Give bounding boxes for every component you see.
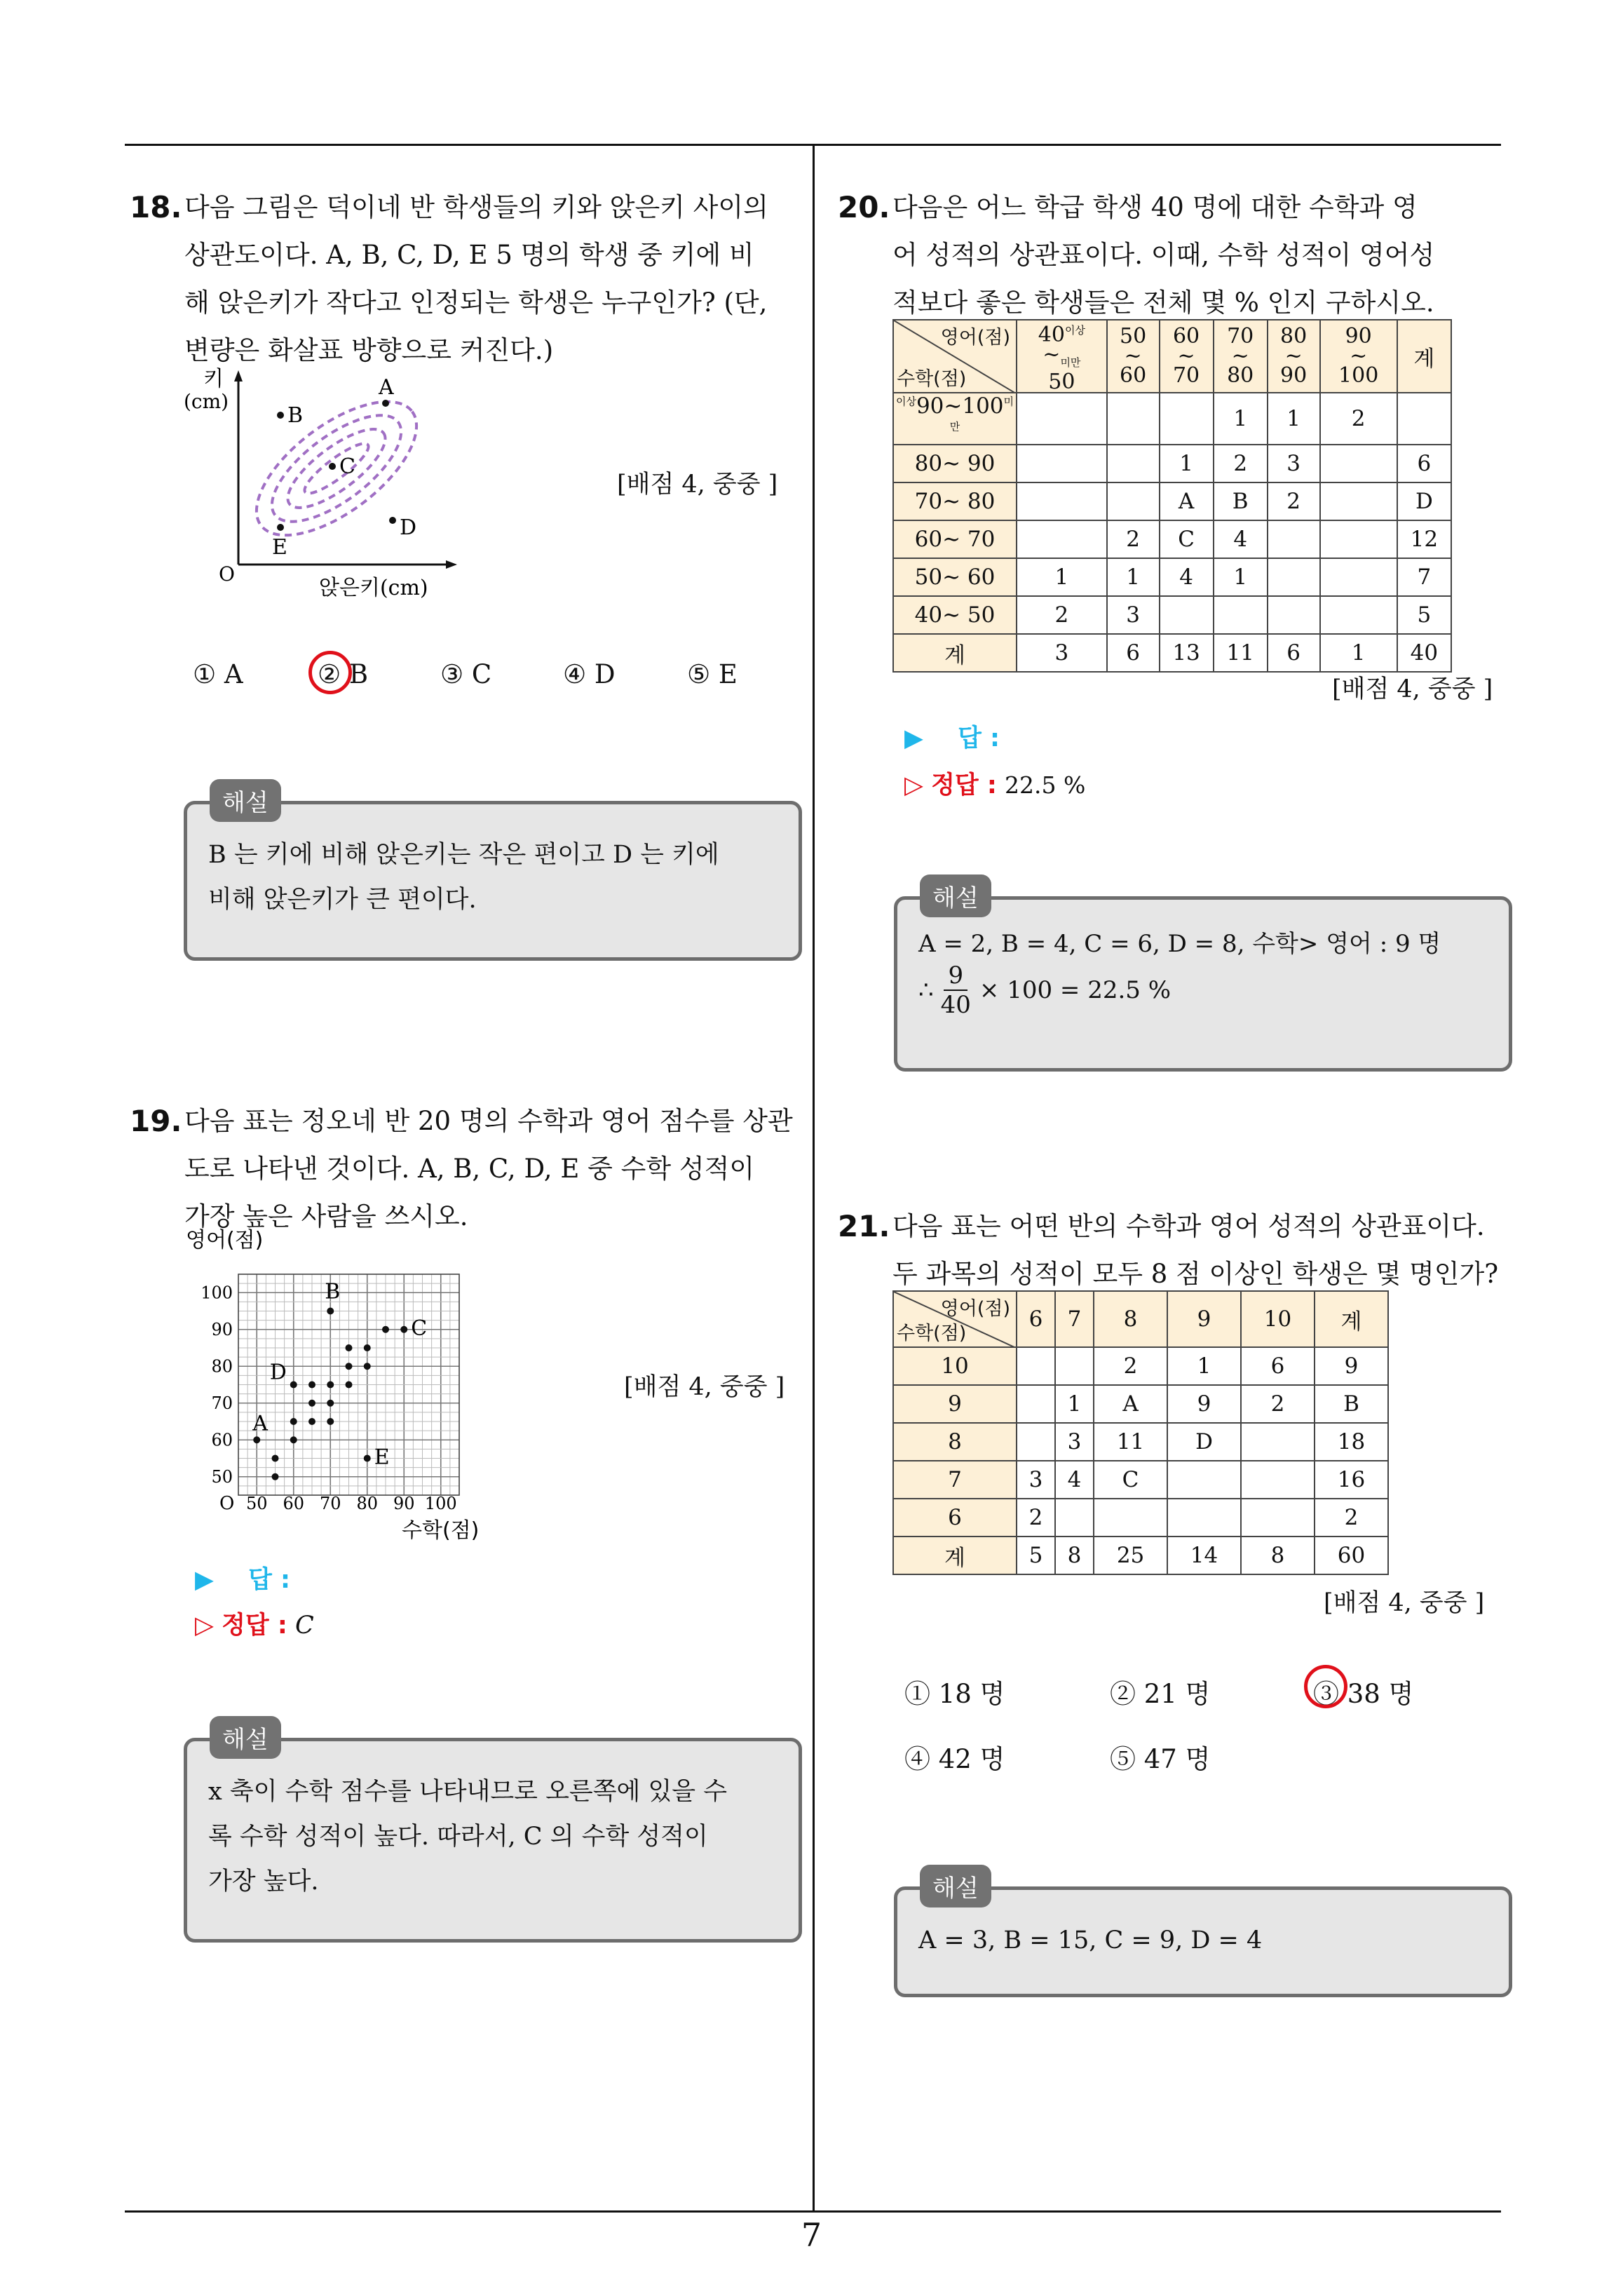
q21-correlation-table xyxy=(892,1290,1389,1575)
choice-5[interactable]: ⑤ 47 명 xyxy=(1110,1744,1211,1774)
table-cell xyxy=(1017,482,1107,520)
table-row xyxy=(893,1385,1388,1423)
q18-score: [배점 4, 중중 ] xyxy=(617,471,778,499)
choice-3[interactable]: ③ 38 명 xyxy=(1313,1679,1414,1709)
svg-text:B: B xyxy=(287,403,304,428)
point-label: C xyxy=(411,1316,428,1341)
table-cell xyxy=(1055,1347,1094,1385)
correct-value: C xyxy=(295,1612,314,1640)
scatter-point xyxy=(290,1418,297,1425)
table-cell: 8 xyxy=(1055,1537,1094,1574)
table-cell: 2 xyxy=(1241,1385,1315,1423)
scatter-point xyxy=(327,1400,334,1407)
table-cell: D xyxy=(1167,1423,1241,1461)
table-corner-cell: 영어(점) 수학(점) xyxy=(893,320,1017,393)
table-cell: 11 xyxy=(1094,1423,1167,1461)
table-cell: 2 xyxy=(1107,520,1160,558)
svg-text:E: E xyxy=(272,535,287,560)
col-head: 7 xyxy=(1055,1291,1094,1347)
answer-label: 답 : xyxy=(248,1566,291,1594)
y-tick-label: 80 xyxy=(211,1356,233,1377)
table-cell: 2 xyxy=(1094,1347,1167,1385)
table-cell: 3 xyxy=(1268,445,1320,482)
table-row xyxy=(893,1537,1388,1574)
table-cell: A xyxy=(1160,482,1214,520)
table-cell xyxy=(1241,1461,1315,1499)
answer-arrow-icon: ▶ xyxy=(904,724,923,752)
table-cell: 9 xyxy=(1167,1385,1241,1423)
answer-label: 답 : xyxy=(958,724,1000,752)
table-cell xyxy=(1017,1385,1055,1423)
question-18 xyxy=(130,184,803,374)
choice-4[interactable]: ④ D xyxy=(563,659,616,689)
table-cell: 16 xyxy=(1315,1461,1388,1499)
answer-arrow-icon: ▶ xyxy=(195,1566,214,1594)
selected-choice-circle xyxy=(308,651,352,694)
scatter-point xyxy=(346,1363,353,1370)
table-cell xyxy=(1017,445,1107,482)
table-cell xyxy=(1268,596,1320,634)
explanation-text: x 축이 수학 점수를 나타내므로 오른쪽에 있을 수 록 수학 성적이 높다. 따라서, C 의 수학 성적이 가장 높다. xyxy=(208,1778,728,1896)
scatter-point xyxy=(308,1418,315,1425)
table-cell: 1 xyxy=(1167,1347,1241,1385)
table-cell xyxy=(1241,1423,1315,1461)
y-tick-label: 60 xyxy=(211,1430,233,1450)
scatter-point xyxy=(327,1308,334,1315)
choice-4[interactable]: ④ 42 명 xyxy=(904,1744,1005,1774)
table-cell: 4 xyxy=(1055,1461,1094,1499)
data-point-e xyxy=(272,524,287,560)
explanation-tag: 해설 xyxy=(920,874,991,917)
col-head-total: 계 xyxy=(1397,320,1451,393)
table-cell xyxy=(1055,1499,1094,1537)
correct-arrow-icon: ▷ xyxy=(904,771,923,799)
x-tick-label: 50 xyxy=(245,1494,268,1513)
table-cell: 2 xyxy=(1315,1499,1388,1537)
math-english-scatter-chart xyxy=(179,1220,508,1550)
explanation-text: B 는 키에 비해 앉은키는 작은 편이고 D 는 키에 비해 앉은키가 큰 편이다. xyxy=(208,841,719,914)
question-number: 20. xyxy=(838,190,890,224)
question-21 xyxy=(838,1203,1511,1298)
table-cell: C xyxy=(1160,520,1214,558)
row-total: 12 xyxy=(1397,520,1451,558)
chart-xlabel: 수학(점) xyxy=(402,1518,480,1543)
table-cell xyxy=(1320,596,1397,634)
x-tick-label: 60 xyxy=(283,1494,305,1513)
table-cell xyxy=(1017,1423,1055,1461)
row-head: 50∼ 60 xyxy=(893,558,1017,596)
row-head: 6 xyxy=(893,1499,1017,1537)
q20-correlation-table xyxy=(892,319,1452,673)
table-cell xyxy=(1167,1499,1241,1537)
table-cell xyxy=(1320,558,1397,596)
table-cell xyxy=(1160,393,1214,445)
scatter-point xyxy=(364,1455,371,1462)
col-head-total: 계 xyxy=(1315,1291,1388,1347)
scatter-point xyxy=(253,1436,260,1443)
col-head: 9 xyxy=(1167,1291,1241,1347)
table-cell: 1 xyxy=(1107,558,1160,596)
point-label: E xyxy=(374,1445,390,1470)
row-total xyxy=(1397,393,1451,445)
question-number: 21. xyxy=(838,1209,890,1243)
table-cell: 60 xyxy=(1315,1537,1388,1574)
explanation-tag: 해설 xyxy=(210,779,281,822)
table-cell: 18 xyxy=(1315,1423,1388,1461)
row-head: 10 xyxy=(893,1347,1017,1385)
table-cell: 1 xyxy=(1055,1385,1094,1423)
table-cell: 3 xyxy=(1017,634,1107,672)
row-head: 9 xyxy=(893,1385,1017,1423)
scatter-point xyxy=(382,1326,389,1333)
question-19 xyxy=(130,1098,803,1241)
point-label: D xyxy=(269,1360,287,1385)
row-head: 7 xyxy=(893,1461,1017,1499)
choice-3[interactable]: ③ C xyxy=(440,659,492,689)
point-label: A xyxy=(252,1411,268,1436)
question-number: 18. xyxy=(130,190,182,224)
q19-correct-answer xyxy=(195,1606,314,1641)
svg-text:A: A xyxy=(379,375,394,400)
scatter-point xyxy=(327,1382,334,1389)
scatter-point xyxy=(364,1363,371,1370)
table-row xyxy=(893,520,1451,558)
table-row xyxy=(893,1347,1388,1385)
correct-label: 정답 : xyxy=(931,771,997,799)
row-total: 7 xyxy=(1397,558,1451,596)
scatter-point xyxy=(308,1382,315,1389)
row-total: 5 xyxy=(1397,596,1451,634)
question-number: 19. xyxy=(130,1104,182,1138)
svg-text:D: D xyxy=(400,515,417,540)
scatter-point xyxy=(364,1344,371,1351)
row-head: 80∼ 90 xyxy=(893,445,1017,482)
bottom-rule xyxy=(125,2210,1501,2213)
x-tick-label: 80 xyxy=(356,1494,379,1513)
table-row xyxy=(893,1461,1388,1499)
col-head: 6 xyxy=(1017,1291,1055,1347)
point-label: B xyxy=(325,1279,341,1304)
explanation-tag: 해설 xyxy=(920,1865,991,1907)
table-row xyxy=(893,482,1451,520)
table-cell: B xyxy=(1315,1385,1388,1423)
row-head: 60∼ 70 xyxy=(893,520,1017,558)
table-cell xyxy=(1107,393,1160,445)
origin-label: O xyxy=(219,562,235,586)
col-head: 90 ~ 100 xyxy=(1320,320,1397,393)
table-cell: 1 xyxy=(1320,634,1397,672)
data-point-c xyxy=(329,454,355,479)
table-cell: 6 xyxy=(1107,634,1160,672)
table-cell: 2 xyxy=(1214,445,1268,482)
q20-score: [배점 4, 중중 ] xyxy=(1332,675,1493,703)
table-cell: 13 xyxy=(1160,634,1214,672)
table-cell: 6 xyxy=(1268,634,1320,672)
table-cell: B xyxy=(1214,482,1268,520)
y-tick-label: 50 xyxy=(211,1466,233,1487)
col-head: 8 xyxy=(1094,1291,1167,1347)
choice-2[interactable]: ② B xyxy=(318,659,369,689)
y-axis-unit: (cm) xyxy=(184,390,229,413)
col-head: 10 xyxy=(1241,1291,1315,1347)
table-cell xyxy=(1160,596,1214,634)
table-cell xyxy=(1268,558,1320,596)
table-cell: 4 xyxy=(1160,558,1214,596)
choice-1[interactable]: ① A xyxy=(193,659,243,689)
table-cell xyxy=(1107,482,1160,520)
table-row xyxy=(893,1423,1388,1461)
q18-explanation-box xyxy=(184,789,802,961)
table-cell: 2 xyxy=(1017,596,1107,634)
row-head: 계 xyxy=(893,1537,1017,1574)
scatter-point xyxy=(272,1455,279,1462)
row-head: 40∼ 50 xyxy=(893,596,1017,634)
x-tick-label: 90 xyxy=(393,1494,415,1513)
table-cell: 2 xyxy=(1320,393,1397,445)
choice-1[interactable]: ① 18 명 xyxy=(904,1679,1005,1709)
q19-answer-line xyxy=(195,1560,290,1595)
q20-explanation-box xyxy=(894,884,1512,1072)
table-cell: 3 xyxy=(1017,1461,1055,1499)
table-cell: 6 xyxy=(1241,1347,1315,1385)
q20-correct-answer xyxy=(904,766,1085,801)
table-cell: 5 xyxy=(1017,1537,1055,1574)
data-point-d xyxy=(389,515,416,540)
table-cell xyxy=(1107,445,1160,482)
col-head: 50 ~ 60 xyxy=(1107,320,1160,393)
table-row xyxy=(893,445,1451,482)
table-cell: A xyxy=(1094,1385,1167,1423)
y-axis-label: 키 xyxy=(203,367,224,391)
table-cell: 25 xyxy=(1094,1537,1167,1574)
table-row xyxy=(893,634,1451,672)
q19-explanation-box xyxy=(184,1726,802,1943)
col-head: 80 ~ 90 xyxy=(1268,320,1320,393)
table-cell: C xyxy=(1094,1461,1167,1499)
q19-score: [배점 4, 중중 ] xyxy=(624,1373,785,1401)
q21-explanation-box xyxy=(894,1875,1512,1997)
table-cell xyxy=(1268,520,1320,558)
height-sitting-height-chart xyxy=(175,365,470,603)
question-text: 다음 그림은 덕이네 반 학생들의 키와 앉은키 사이의 상관도이다. A, B, C, D, E 5 명의 학생 중 키에 비 해 앉은키가 작다고 인정되는 학생은 누구인가? (단, 변량은 화살표 방향으로 커진다.) xyxy=(184,192,768,365)
table-cell xyxy=(1167,1461,1241,1499)
row-head: 70∼ 80 xyxy=(893,482,1017,520)
row-head: $^{이상}90\sim 100^{미만}$ xyxy=(893,393,1017,445)
scatter-point xyxy=(346,1382,353,1389)
scatter-point xyxy=(290,1382,297,1389)
table-cell xyxy=(1017,520,1107,558)
explanation-text: A = 3, B = 15, C = 9, D = 4 xyxy=(918,1926,1263,1954)
scatter-point xyxy=(308,1400,315,1407)
svg-text:C: C xyxy=(339,454,355,479)
explanation-text: A = 2, B = 4, C = 6, D = 8, 수학> 영어 : 9 명 ∴ $\frac{9}{40}$ × 100 = 22.5 % xyxy=(918,930,1441,1019)
row-total: 40 xyxy=(1397,634,1451,672)
table-cell: 1 xyxy=(1160,445,1214,482)
col-head: 70 ~ 80 xyxy=(1214,320,1268,393)
table-cell: 9 xyxy=(1315,1347,1388,1385)
question-text: 다음은 어느 학급 학생 40 명에 대한 수학과 영 어 성적의 상관표이다. 이때, 수학 성적이 영어성 적보다 좋은 학생들은 전체 몇 % 인지 구하시오. xyxy=(892,192,1435,318)
table-row xyxy=(893,558,1451,596)
table-cell xyxy=(1320,482,1397,520)
row-total: 6 xyxy=(1397,445,1451,482)
y-tick-label: 70 xyxy=(211,1393,233,1413)
question-text: 다음 표는 어떤 반의 수학과 영어 성적의 상관표이다. 두 과목의 성적이 모두 8 점 이상인 학생은 몇 명인가? xyxy=(892,1211,1499,1289)
table-cell: 1 xyxy=(1268,393,1320,445)
scatter-point xyxy=(346,1344,353,1351)
page-number: 7 xyxy=(801,2216,822,2254)
q21-score: [배점 4, 중중 ] xyxy=(1324,1589,1485,1617)
table-row xyxy=(893,1499,1388,1537)
x-axis-label: 앉은키(cm) xyxy=(319,576,428,600)
scatter-point xyxy=(272,1473,279,1480)
choice-2[interactable]: ② 21 명 xyxy=(1110,1679,1211,1709)
selected-choice-circle xyxy=(1304,1665,1347,1708)
table-cell xyxy=(1017,393,1107,445)
x-tick-label: 100 xyxy=(424,1494,457,1513)
row-head: 8 xyxy=(893,1423,1017,1461)
table-cell: 1 xyxy=(1017,558,1107,596)
table-row xyxy=(893,596,1451,634)
x-tick-label: 70 xyxy=(319,1494,341,1513)
table-cell: 3 xyxy=(1055,1423,1094,1461)
col-head: $40^{이상}$ $\sim_{미만}$ 50 xyxy=(1017,320,1107,393)
table-cell xyxy=(1320,520,1397,558)
correct-arrow-icon: ▷ xyxy=(195,1612,214,1640)
table-cell: 2 xyxy=(1017,1499,1055,1537)
table-cell xyxy=(1017,1347,1055,1385)
table-cell: 11 xyxy=(1214,634,1268,672)
data-point-b xyxy=(277,403,303,428)
scatter-point xyxy=(327,1418,334,1425)
question-text: 다음 표는 정오네 반 20 명의 수학과 영어 점수를 상관 도로 나타낸 것이다. A, B, C, D, E 중 수학 성적이 가장 높은 사람을 쓰시오. xyxy=(184,1106,793,1231)
explanation-tag: 해설 xyxy=(210,1716,281,1759)
table-cell: 2 xyxy=(1268,482,1320,520)
choice-5[interactable]: ⑤ E xyxy=(687,659,738,689)
chart-ylabel: 영어(점) xyxy=(186,1228,264,1252)
scatter-point xyxy=(400,1326,407,1333)
row-head: 계 xyxy=(893,634,1017,672)
q20-answer-line xyxy=(904,719,1000,754)
table-cell: 1 xyxy=(1214,393,1268,445)
y-tick-label: 90 xyxy=(211,1319,233,1339)
table-corner-cell: 영어(점) 수학(점) xyxy=(893,1291,1017,1347)
table-cell: 8 xyxy=(1241,1537,1315,1574)
table-cell: 1 xyxy=(1214,558,1268,596)
row-total: D xyxy=(1397,482,1451,520)
correct-label: 정답 : xyxy=(222,1612,287,1640)
y-tick-label: 100 xyxy=(201,1283,233,1303)
table-cell xyxy=(1241,1499,1315,1537)
table-cell: 14 xyxy=(1167,1537,1241,1574)
table-cell xyxy=(1214,596,1268,634)
col-head: 60 ~ 70 xyxy=(1160,320,1214,393)
center-divider xyxy=(813,144,815,2213)
data-point-a xyxy=(378,375,394,407)
chart-origin-label: O xyxy=(219,1493,235,1514)
table-cell xyxy=(1320,445,1397,482)
correct-value: 22.5 % xyxy=(1005,771,1086,799)
table-row xyxy=(893,393,1451,445)
fraction: $\frac{9}{40}$ xyxy=(940,961,971,1019)
table-cell: 4 xyxy=(1214,520,1268,558)
table-cell: 3 xyxy=(1107,596,1160,634)
question-20 xyxy=(838,184,1511,327)
scatter-point xyxy=(290,1436,297,1443)
table-cell xyxy=(1094,1499,1167,1537)
